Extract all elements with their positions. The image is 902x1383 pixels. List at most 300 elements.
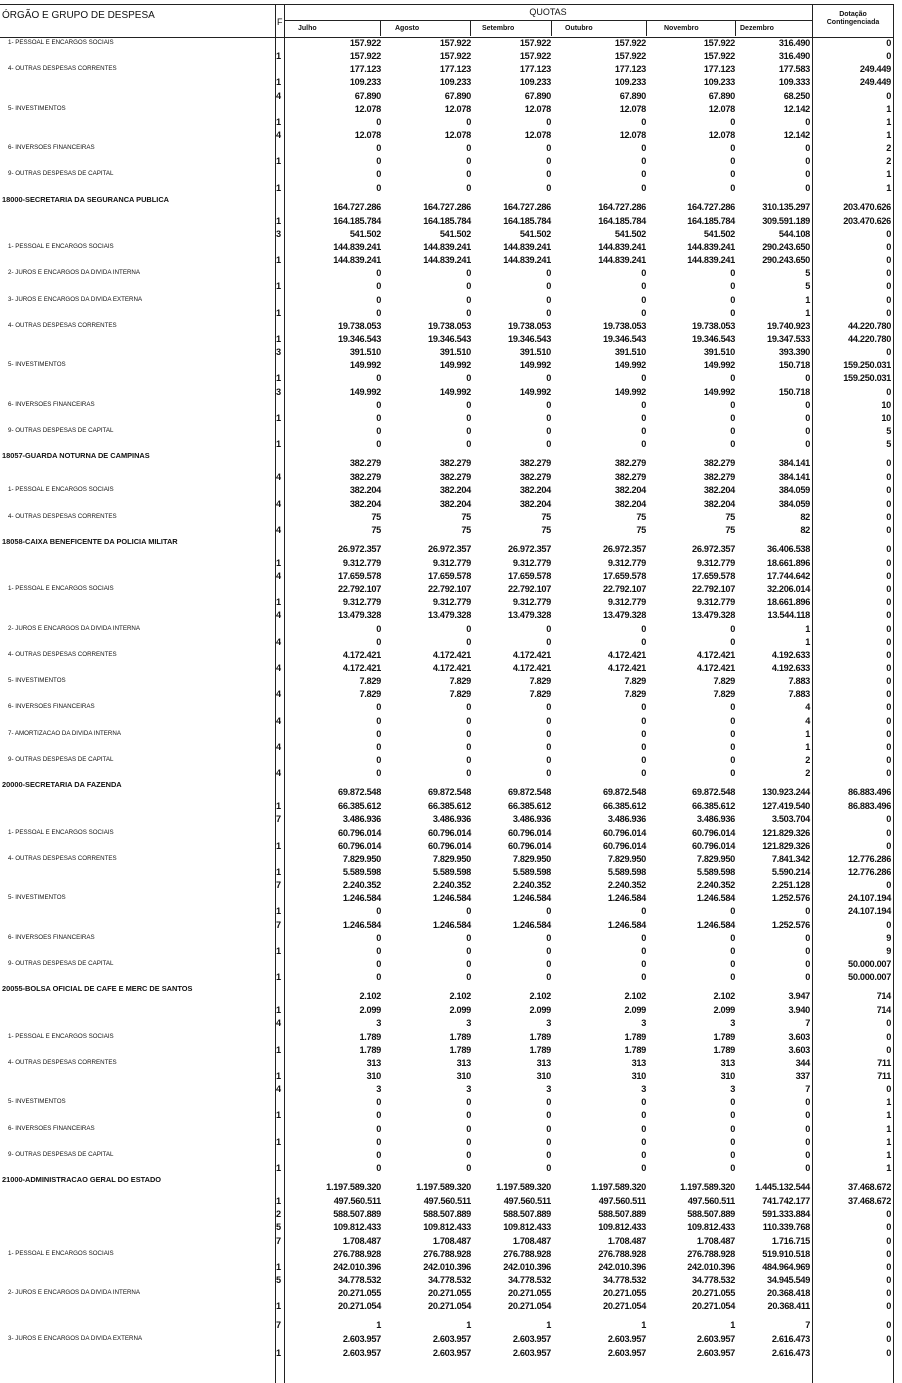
cell-dotacao: 0 (886, 38, 891, 48)
cell-julho: 0 (376, 1136, 381, 1147)
cell-dotacao: 1 (886, 1097, 891, 1108)
cell-agosto: 541.502 (439, 228, 471, 239)
cell-agosto: 60.796.014 (428, 840, 471, 851)
cell-julho: 0 (376, 728, 381, 739)
cell-setembro: 310 (536, 1070, 551, 1081)
cell-julho: 7.829.950 (342, 853, 381, 864)
cell-novembro: 144.839.241 (687, 241, 735, 252)
cell-julho: 17.659.578 (338, 571, 381, 582)
cell-agosto: 242.010.396 (423, 1261, 471, 1272)
cell-outubro: 67.890 (619, 90, 646, 101)
cell-julho: 19.738.053 (338, 320, 381, 331)
cell-outubro: 60.796.014 (603, 840, 646, 851)
cell-dotacao: 1 (886, 1110, 891, 1121)
cell-dotacao: 0 (886, 1209, 891, 1220)
cell-novembro: 17.659.578 (692, 571, 735, 582)
cell-agosto: 0 (466, 268, 471, 279)
cell-outubro: 382.204 (614, 498, 646, 509)
row-source-code: 1 (276, 255, 281, 266)
row-label: 20055-BOLSA OFICIAL DE CAFE E MERC DE SANTOS (2, 984, 193, 994)
cell-novembro: 0 (730, 906, 735, 917)
table-row (0, 958, 893, 971)
cell-dezembro: 2.616.473 (771, 1334, 810, 1345)
cell-agosto: 0 (466, 169, 471, 180)
table-row (0, 1031, 893, 1044)
cell-dotacao: 0 (886, 241, 891, 252)
cell-dezembro: 0 (805, 972, 810, 983)
cell-julho: 144.839.241 (333, 255, 381, 266)
table-row (0, 1136, 893, 1149)
cell-novembro: 0 (730, 972, 735, 983)
cell-julho: 164.185.784 (333, 215, 381, 226)
cell-setembro: 26.972.357 (508, 543, 551, 554)
cell-setembro: 2.240.352 (512, 880, 551, 891)
table-row (0, 195, 893, 215)
cell-setembro: 19.346.543 (508, 333, 551, 344)
cell-setembro: 313 (536, 1057, 551, 1068)
table-row (0, 1149, 893, 1162)
cell-outubro: 4.172.421 (607, 663, 646, 674)
cell-setembro: 0 (546, 972, 551, 983)
cell-julho: 66.385.612 (338, 801, 381, 812)
row-label: 5- INVESTIMENTOS (8, 104, 66, 112)
cell-novembro: 3.486.936 (696, 814, 735, 825)
cell-agosto: 7.829 (449, 689, 471, 700)
cell-outubro: 0 (641, 116, 646, 127)
cell-novembro: 0 (730, 169, 735, 180)
cell-agosto: 20.271.054 (428, 1301, 471, 1312)
table-row (0, 90, 893, 103)
cell-setembro: 0 (546, 294, 551, 305)
cell-dotacao: 0 (886, 768, 891, 779)
cell-setembro: 382.204 (519, 485, 551, 496)
cell-dezembro: 0 (805, 182, 810, 193)
cell-outubro: 157.922 (614, 38, 646, 48)
row-label: 3- JUROS E ENCARGOS DA DIVIDA EXTERNA (8, 295, 143, 303)
cell-julho: 20.271.055 (338, 1288, 381, 1299)
cell-outubro: 242.010.396 (598, 1261, 646, 1272)
cell-setembro: 149.992 (519, 386, 551, 397)
cell-outubro: 0 (641, 636, 646, 647)
cell-novembro: 0 (730, 741, 735, 752)
cell-outubro: 0 (641, 143, 646, 154)
cell-setembro: 1 (546, 1320, 551, 1331)
cell-agosto: 0 (466, 728, 471, 739)
cell-setembro: 157.922 (519, 38, 551, 48)
cell-novembro: 497.560.511 (687, 1196, 735, 1207)
table-row (0, 636, 893, 649)
cell-setembro: 382.279 (519, 472, 551, 483)
table-row (0, 142, 893, 155)
cell-agosto: 0 (466, 294, 471, 305)
cell-julho: 0 (376, 307, 381, 318)
cell-novembro: 2.099 (713, 1005, 735, 1016)
cell-setembro: 2.603.957 (512, 1347, 551, 1358)
cell-novembro: 144.839.241 (687, 255, 735, 266)
cell-julho: 0 (376, 932, 381, 943)
header-month-ago: Agosto (395, 25, 420, 32)
cell-dotacao: 5 (886, 425, 891, 436)
row-source-code: 4 (276, 768, 281, 779)
cell-dezembro: 484.964.969 (762, 1261, 810, 1272)
cell-dotacao: 159.250.031 (843, 373, 891, 384)
cell-dezembro: 0 (805, 959, 810, 969)
cell-julho: 0 (376, 399, 381, 410)
row-source-code: 1 (276, 373, 281, 384)
cell-dezembro: 4.192.633 (771, 649, 810, 660)
cell-setembro: 149.992 (519, 360, 551, 371)
cell-setembro: 0 (546, 1136, 551, 1147)
table-row (0, 1221, 893, 1234)
cell-dezembro: 5 (805, 268, 810, 279)
cell-dotacao: 0 (886, 1334, 891, 1345)
cell-dezembro: 0 (805, 906, 810, 917)
cell-agosto: 2.099 (449, 1005, 471, 1016)
cell-agosto: 0 (466, 932, 471, 943)
cell-dotacao: 44.220.780 (848, 320, 891, 331)
cell-outubro: 382.204 (614, 485, 646, 496)
cell-agosto: 2.603.957 (432, 1334, 471, 1345)
row-label: 4- OUTRAS DESPESAS CORRENTES (8, 1058, 117, 1066)
cell-agosto: 144.839.241 (423, 255, 471, 266)
cell-novembro: 0 (730, 715, 735, 726)
cell-agosto: 66.385.612 (428, 801, 471, 812)
row-label: 3- JUROS E ENCARGOS DA DIVIDA EXTERNA (8, 1335, 143, 1343)
cell-julho: 497.560.511 (333, 1196, 381, 1207)
cell-agosto: 17.659.578 (428, 571, 471, 582)
header-title: ÓRGÃO E GRUPO DE DESPESA (2, 10, 155, 21)
row-label: 9- OUTRAS DESPESAS DE CAPITAL (8, 426, 114, 434)
cell-novembro: 0 (730, 281, 735, 292)
cell-novembro: 75 (725, 524, 735, 535)
cell-julho: 0 (376, 636, 381, 647)
table-row (0, 215, 893, 228)
cell-setembro: 3.486.936 (512, 814, 551, 825)
row-source-code: 7 (276, 919, 281, 930)
cell-dotacao: 0 (886, 919, 891, 930)
cell-dezembro: 150.718 (778, 360, 810, 371)
cell-dezembro: 1 (805, 636, 810, 647)
table-row (0, 932, 893, 945)
cell-setembro: 0 (546, 412, 551, 423)
row-source-code: 5 (276, 1222, 281, 1233)
cell-julho: 382.279 (349, 458, 381, 469)
cell-outubro: 164.185.784 (598, 215, 646, 226)
cell-agosto: 144.839.241 (423, 241, 471, 252)
cell-novembro: 0 (730, 728, 735, 739)
cell-julho: 22.792.107 (338, 584, 381, 595)
cell-agosto: 60.796.014 (428, 827, 471, 838)
cell-dotacao: 0 (886, 458, 891, 469)
row-label: 4- OUTRAS DESPESAS CORRENTES (8, 321, 117, 329)
cell-outubro: 0 (641, 1097, 646, 1108)
cell-novembro: 0 (730, 294, 735, 305)
cell-setembro: 164.185.784 (503, 215, 551, 226)
cell-setembro: 0 (546, 741, 551, 752)
header-dotacao: Dotação Contingenciada (826, 11, 880, 26)
cell-novembro: 5.589.598 (696, 867, 735, 878)
table-row (0, 168, 893, 181)
cell-dotacao: 0 (886, 880, 891, 891)
cell-dotacao: 1 (886, 116, 891, 127)
cell-dotacao: 0 (886, 636, 891, 647)
cell-julho: 5.589.598 (342, 867, 381, 878)
cell-outubro: 26.972.357 (603, 543, 646, 554)
cell-dotacao: 0 (886, 1261, 891, 1272)
cell-setembro: 12.078 (524, 129, 551, 140)
table-row (0, 63, 893, 76)
cell-julho: 0 (376, 959, 381, 969)
row-source-code: 1 (276, 182, 281, 193)
cell-novembro: 0 (730, 182, 735, 193)
cell-julho: 177.123 (349, 64, 381, 75)
cell-dotacao: 1 (886, 182, 891, 193)
cell-agosto: 0 (466, 1149, 471, 1160)
cell-agosto: 0 (466, 959, 471, 969)
cell-novembro: 382.204 (703, 498, 735, 509)
row-source-code: 1 (276, 215, 281, 226)
cell-outubro: 12.078 (619, 129, 646, 140)
cell-dezembro: 18.661.896 (767, 557, 810, 568)
row-label: 6- INVERSOES FINANCEIRAS (8, 703, 95, 711)
row-label: 4- OUTRAS DESPESAS CORRENTES (8, 65, 117, 73)
cell-julho: 0 (376, 169, 381, 180)
cell-dezembro: 0 (805, 399, 810, 410)
table-row (0, 425, 893, 438)
cell-agosto: 1.789 (449, 1044, 471, 1055)
cell-outubro: 22.792.107 (603, 584, 646, 595)
cell-julho: 0 (376, 1162, 381, 1173)
cell-dotacao: 0 (886, 1288, 891, 1299)
table-row (0, 241, 893, 254)
cell-dotacao: 5 (886, 439, 891, 450)
row-source-code: 3 (276, 386, 281, 397)
cell-setembro: 4.172.421 (512, 663, 551, 674)
cell-novembro: 4.172.421 (696, 649, 735, 660)
cell-dotacao: 1 (886, 1136, 891, 1147)
table-row (0, 294, 893, 307)
cell-setembro: 0 (546, 116, 551, 127)
cell-outubro: 0 (641, 1123, 646, 1134)
cell-setembro: 75 (541, 511, 551, 522)
cell-dezembro: 5 (805, 281, 810, 292)
cell-novembro: 1.246.584 (696, 919, 735, 930)
cell-dezembro: 7.883 (788, 689, 810, 700)
cell-julho: 109.233 (349, 77, 381, 88)
row-source-code: 1 (276, 1196, 281, 1207)
table-row (0, 307, 893, 320)
cell-setembro: 109.812.433 (503, 1222, 551, 1233)
table-row (0, 701, 893, 714)
cell-outubro: 0 (641, 972, 646, 983)
table-row (0, 675, 893, 688)
row-source-code: 1 (276, 156, 281, 167)
cell-setembro: 0 (546, 182, 551, 193)
row-source-code: 1 (276, 116, 281, 127)
cell-novembro: 588.507.889 (687, 1209, 735, 1220)
cell-novembro: 164.185.784 (687, 215, 735, 226)
cell-dotacao: 10 (881, 399, 891, 410)
cell-julho: 0 (376, 373, 381, 384)
table-row (0, 438, 893, 451)
cell-dezembro: 7.841.342 (771, 853, 810, 864)
cell-agosto: 5.589.598 (432, 867, 471, 878)
cell-outubro: 19.346.543 (603, 333, 646, 344)
row-label: 5- INVESTIMENTOS (8, 1098, 66, 1106)
table-row (0, 372, 893, 385)
cell-setembro: 34.778.532 (508, 1274, 551, 1285)
cell-julho: 2.102 (359, 991, 381, 1002)
cell-dezembro: 1 (805, 307, 810, 318)
table-row (0, 76, 893, 89)
cell-dotacao: 0 (886, 511, 891, 522)
cell-setembro: 0 (546, 728, 551, 739)
cell-agosto: 382.279 (439, 472, 471, 483)
cell-outubro: 0 (641, 768, 646, 779)
cell-novembro: 20.271.055 (692, 1288, 735, 1299)
cell-dotacao: 9 (886, 945, 891, 956)
cell-outubro: 0 (641, 906, 646, 917)
cell-outubro: 66.385.612 (603, 801, 646, 812)
cell-outubro: 34.778.532 (603, 1274, 646, 1285)
cell-outubro: 149.992 (614, 386, 646, 397)
row-label: 18058-CAIXA BENEFICENTE DA POLICIA MILITAR (2, 536, 178, 546)
cell-julho: 541.502 (349, 228, 381, 239)
cell-novembro: 9.312.779 (696, 557, 735, 568)
cell-setembro: 391.510 (519, 347, 551, 358)
row-label: 7- AMORTIZACAO DA DIVIDA INTERNA (8, 729, 121, 737)
cell-dezembro: 82 (800, 511, 810, 522)
cell-dezembro: 13.544.118 (767, 610, 810, 621)
cell-dezembro: 7.883 (788, 676, 810, 687)
cell-novembro: 2.240.352 (696, 880, 735, 891)
cell-dezembro: 5.590.214 (771, 867, 810, 878)
table-row (0, 892, 893, 905)
row-source-code: 1 (276, 1044, 281, 1055)
row-source-code: 1 (276, 1261, 281, 1272)
cell-julho: 3 (376, 1018, 381, 1029)
cell-outubro: 382.279 (614, 458, 646, 469)
cell-novembro: 19.738.053 (692, 320, 735, 331)
cell-dotacao: 0 (886, 702, 891, 713)
cell-setembro: 0 (546, 281, 551, 292)
cell-julho: 0 (376, 715, 381, 726)
table-row (0, 129, 893, 142)
cell-julho: 0 (376, 1110, 381, 1121)
cell-julho: 2.240.352 (342, 880, 381, 891)
cell-agosto: 382.204 (439, 498, 471, 509)
cell-agosto: 0 (466, 1136, 471, 1147)
cell-agosto: 382.279 (439, 458, 471, 469)
row-label: 6- INVERSOES FINANCEIRAS (8, 933, 95, 941)
cell-setembro: 7.829 (529, 676, 551, 687)
cell-outubro: 1.708.487 (607, 1235, 646, 1246)
row-source-code: 1 (276, 1347, 281, 1358)
row-source-code: 4 (276, 524, 281, 535)
cell-novembro: 0 (730, 959, 735, 969)
cell-agosto: 0 (466, 741, 471, 752)
table-row (0, 1248, 893, 1261)
cell-novembro: 0 (730, 373, 735, 384)
cell-dotacao: 0 (886, 597, 891, 608)
cell-agosto: 0 (466, 182, 471, 193)
cell-julho: 34.778.532 (338, 1274, 381, 1285)
cell-agosto: 313 (456, 1057, 471, 1068)
cell-dezembro: 0 (805, 945, 810, 956)
cell-setembro: 0 (546, 636, 551, 647)
cell-novembro: 13.479.328 (692, 610, 735, 621)
cell-dezembro: 1 (805, 294, 810, 305)
row-label: 4- OUTRAS DESPESAS CORRENTES (8, 854, 117, 862)
cell-outubro: 3 (641, 1018, 646, 1029)
cell-novembro: 382.279 (703, 472, 735, 483)
cell-outubro: 7.829 (624, 689, 646, 700)
table-row (0, 800, 893, 813)
cell-dezembro: 1 (805, 741, 810, 752)
cell-novembro: 276.788.928 (687, 1248, 735, 1259)
table-row (0, 1017, 893, 1030)
row-source-code: 7 (276, 1235, 281, 1246)
row-label: 1- PESSOAL E ENCARGOS SOCIAIS (8, 1249, 114, 1257)
cell-setembro: 3 (546, 1018, 551, 1029)
cell-setembro: 0 (546, 623, 551, 634)
row-label: 1- PESSOAL E ENCARGOS SOCIAIS (8, 486, 114, 494)
table-row (0, 155, 893, 168)
cell-dotacao: 50.000.007 (848, 972, 891, 983)
cell-dotacao: 0 (886, 728, 891, 739)
cell-dezembro: 121.829.326 (762, 840, 810, 851)
cell-novembro: 3 (730, 1084, 735, 1095)
cell-setembro: 1.708.487 (512, 1235, 551, 1246)
cell-setembro: 75 (541, 524, 551, 535)
cell-agosto: 0 (466, 156, 471, 167)
cell-dezembro: 519.910.518 (762, 1248, 810, 1259)
row-label: 2- JUROS E ENCARGOS DA DIVIDA INTERNA (8, 1289, 141, 1297)
cell-novembro: 391.510 (703, 347, 735, 358)
table-row (0, 50, 893, 63)
cell-dezembro: 2 (805, 755, 810, 766)
cell-setembro: 0 (546, 702, 551, 713)
cell-dezembro: 18.661.896 (767, 597, 810, 608)
cell-julho: 1.197.589.320 (326, 1182, 381, 1193)
cell-dotacao: 0 (886, 1235, 891, 1246)
cell-agosto: 19.738.053 (428, 320, 471, 331)
cell-julho: 157.922 (349, 38, 381, 48)
cell-agosto: 9.312.779 (432, 557, 471, 568)
table-row (0, 1175, 893, 1195)
cell-dezembro: 3.947 (788, 991, 810, 1002)
row-label: 1- PESSOAL E ENCARGOS SOCIAIS (8, 585, 114, 593)
cell-dezembro: 7 (805, 1320, 810, 1331)
cell-dotacao: 714 (876, 991, 891, 1002)
table-row (0, 879, 893, 892)
cell-dezembro: 3.503.704 (771, 814, 810, 825)
cell-outubro: 0 (641, 959, 646, 969)
table-row (0, 780, 893, 800)
cell-dezembro: 384.059 (778, 498, 810, 509)
cell-dotacao: 0 (886, 268, 891, 279)
row-source-code: 1 (276, 972, 281, 983)
cell-dotacao: 0 (886, 1274, 891, 1285)
cell-setembro: 0 (546, 906, 551, 917)
cell-outubro: 0 (641, 945, 646, 956)
row-source-code: 3 (276, 347, 281, 358)
table-row (0, 1235, 893, 1248)
cell-outubro: 391.510 (614, 347, 646, 358)
cell-setembro: 0 (546, 143, 551, 154)
cell-agosto: 0 (466, 1162, 471, 1173)
cell-agosto: 149.992 (439, 386, 471, 397)
